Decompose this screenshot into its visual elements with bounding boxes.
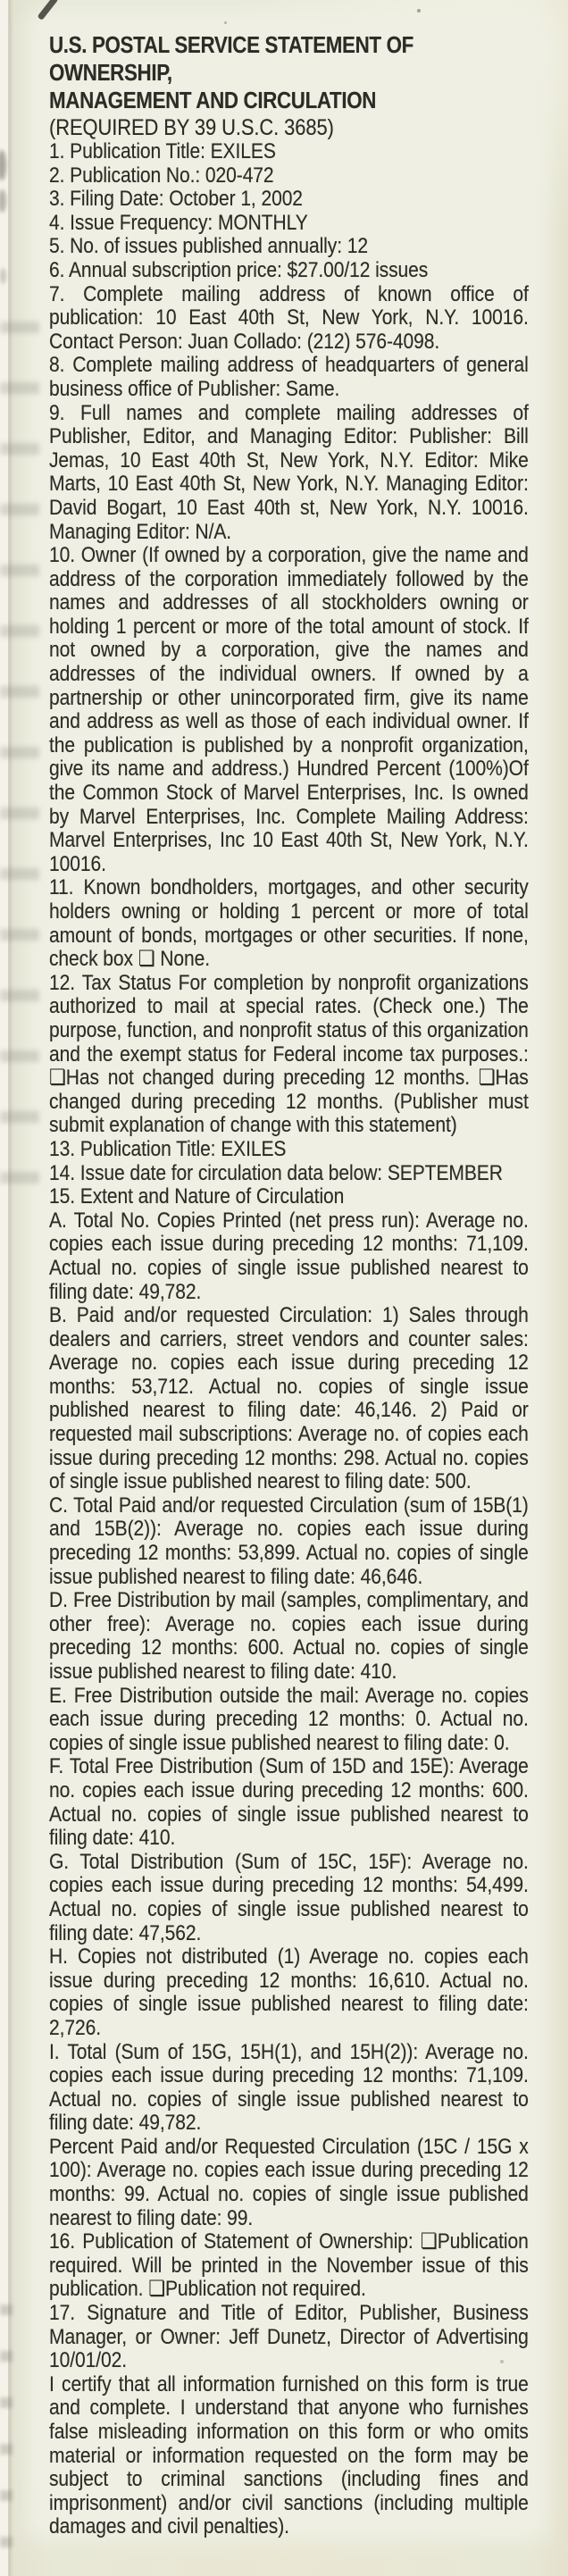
statement-paragraph: G. Total Distribution (Sum of 15C, 15F): Average no. copies each issue during preceding 12 months: 54,499. Actual no. copies of single issue published nearest to filing date: 47,562.	[49, 1849, 529, 1945]
statement-paragraph: E. Free Distribution outside the mail: Average no. copies each issue during preceding 12 months: 0. Actual no. copies of single issue published nearest to filing date: 0.	[49, 1683, 529, 1755]
statement-paragraph: I certify that all information furnished on this form is true and complete. I understand that anyone who furnishes false misleading information on this form or who omits material or information requested on the form may be subject to criminal sanctions (including fines and imprisonment) and/or civil sanctions (including multiple damages and civil penalties).	[49, 2371, 529, 2539]
statement-subtitle: (REQUIRED BY 39 U.S.C. 3685)	[49, 115, 334, 140]
statement-paragraphs	[49, 140, 529, 2539]
statement-paragraph: C. Total Paid and/or requested Circulation (sum of 15B(1) and 15B(2)): Average no. copies each issue during preceding 12 months: 53,899. Actual no. copies of single issue published nearest to filing date: 46,646.	[49, 1493, 529, 1589]
statement-paragraph: 17. Signature and Title of Editor, Publisher, Business Manager, or Owner: Jeff Dunetz, Director of Advertising 10/01/02.	[49, 2301, 529, 2373]
statement-paragraph: D. Free Distribution by mail (samples, complimentary, and other free): Average no. copies each issue during preceding 12 months: 600. Actual no. copies of single issue published nearest to filing date: 410.	[49, 1588, 529, 1684]
ink-mark	[38, 0, 59, 21]
statement-paragraph: A. Total No. Copies Printed (net press run): Average no. copies each issue during preceding 12 months: 71,109. Actual no. copies of single issue published nearest to filing date: 49,782.	[49, 1208, 529, 1304]
statement-paragraph: 16. Publication of Statement of Ownership: ❏Publication required. Will be printed in the November issue of this publication. ❏Publication not required.	[49, 2229, 529, 2302]
statement-paragraph: 8. Complete mailing address of headquarters of general business office of Publisher: Same.	[49, 353, 529, 401]
scan-smudge-bands	[0, 322, 39, 1197]
statement-title-line1: U.S. POSTAL SERVICE STATEMENT OF OWNERSHIP,	[49, 33, 413, 86]
statement-paragraph: Percent Paid and/or Requested Circulation (15C / 15G x 100): Average no. copies each issue during preceding 12 months: 99. Actual no. copies of single issue published nearest to filing date: 99.	[49, 2134, 529, 2230]
statement-paragraph: 12. Tax Status For completion by nonprofit organizations authorized to mail at special rates. (Check one.) The purpose, function, and nonprofit status of this organization and the exempt status for Federal income tax purposes.: ❏Has not changed during preceding 12 months. ❏Has changed during preceding 12 months. (Publisher must submit explanation of change with this statement)	[49, 970, 529, 1138]
statement-text-block	[49, 32, 529, 2539]
statement-paragraph: F. Total Free Distribution (Sum of 15D and 15E): Average no. copies each issue during preceding 12 months: 600. Actual no. copies of single issue published nearest to filing date: 410.	[49, 1754, 529, 1851]
ink-blob	[0, 268, 6, 284]
statement-paragraph: 14. Issue date for circulation data below: SEPTEMBER	[49, 1160, 503, 1185]
ink-speck	[224, 21, 227, 24]
statement-paragraph: 9. Full names and complete mailing addresses of Publisher, Editor, and Managing Editor: Publisher: Bill Jemas, 10 East 40th St, New York, N.Y. Editor: Mike Marts, 10 East 40th St, New York, N.Y. Managing Editor: David Bogart, 10 East 40th st, New York, N.Y. 10016. Managing Editor: N/A.	[49, 400, 529, 544]
statement-paragraph: 10. Owner (If owned by a corporation, give the name and address of the corporation immediately followed by the names and addresses of all stockholders owning or holding 1 percent or more of the total amount of stock. If not owned by a corporation, give the names and addresses of the individual owners. If owned by a partnership or other unincorporated firm, give its name and address as well as those of each individual owner. If the publication is published by a nonprofit organization, give its name and address.) Hundred Percent (100%)Of the Common Stock of Marvel Enterprises, Inc. Is owned by Marvel Enterprises, Inc. Complete Mailing Address: Marvel Enterprises, Inc 10 East 40th St, New York, N.Y. 10016.	[49, 543, 529, 876]
statement-paragraph: I. Total (Sum of 15G, 15H(1), and 15H(2)): Average no. copies each issue during preceding 12 months: 71,109. Actual no. copies of single issue published nearest to filing date: 49,782.	[49, 2039, 529, 2136]
statement-paragraph: 4. Issue Frequency: MONTHLY	[49, 210, 308, 235]
statement-paragraph: 1. Publication Title: EXILES	[49, 139, 276, 163]
statement-paragraph: 15. Extent and Nature of Circulation	[49, 1184, 345, 1209]
statement-paragraph: 7. Complete mailing address of known office of publication: 10 East 40th St, New York, N.Y. 10016. Contact Person: Juan Collado: (212) 576-4098.	[49, 281, 529, 354]
statement-paragraph: B. Paid and/or requested Circulation: 1) Sales through dealers and carriers, street vendors and counter sales: Average no. copies each issue during preceding 12 months: 53,712. Actual no. copies of single issue published nearest to filing date: 46,146. 2) Paid or requested mail subscriptions: Average no. of copies each issue during preceding 12 months: 298. Actual no. copies of single issue published nearest to filing date: 500.	[49, 1303, 529, 1494]
scan-smudge-bands-bottom	[0, 2304, 13, 2563]
statement-paragraph: 6. Annual subscription price: $27.00/12 issues	[49, 257, 429, 282]
statement-paragraph: H. Copies not distributed (1) Average no. copies each issue during preceding 12 months: 16,610. Actual no. copies of single issue published nearest to filing date: 2,726.	[49, 1945, 529, 2040]
statement-paragraph: 5. No. of issues published annually: 12	[49, 234, 368, 259]
statement-title	[49, 32, 529, 115]
statement-paragraph: 3. Filing Date: October 1, 2002	[49, 187, 303, 212]
statement-paragraph: 2. Publication No.: 020-472	[49, 163, 274, 188]
statement-paragraph: 11. Known bondholders, mortgages, and other security holders owning or holding 1 percent or more of total amount of bonds, mortgages or other securities. If none, check box ❏ None.	[49, 875, 529, 972]
ink-speck	[417, 9, 421, 13]
statement-paragraph: 13. Publication Title: EXILES	[49, 1136, 287, 1161]
statement-title-line2: MANAGEMENT AND CIRCULATION	[49, 88, 377, 113]
